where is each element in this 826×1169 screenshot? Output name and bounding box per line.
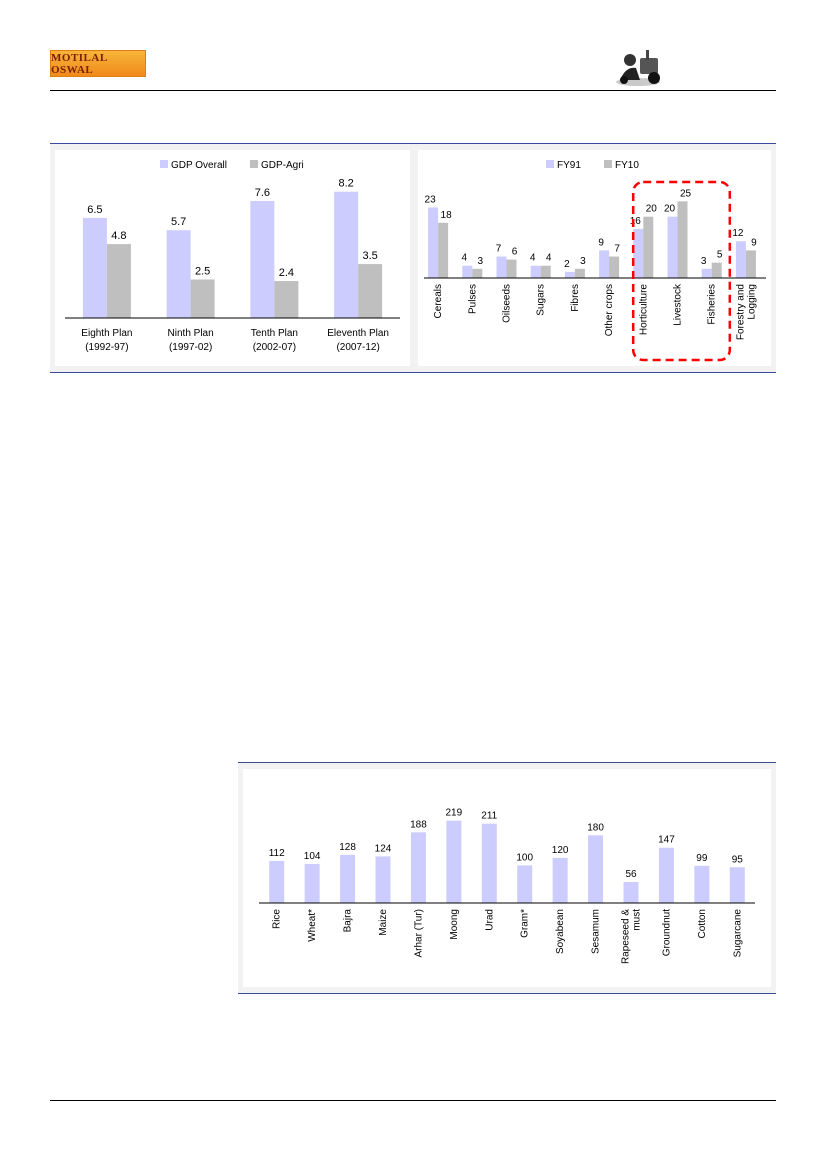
bar: [250, 201, 274, 318]
bar: [446, 821, 461, 903]
data-label: 4: [529, 252, 536, 264]
data-label: 128: [339, 841, 356, 853]
data-label: 5.7: [170, 216, 187, 229]
category-label: Soyabean: [555, 909, 567, 955]
legend-swatch: [250, 160, 258, 168]
data-label: 124: [374, 843, 392, 855]
category-label: must: [631, 909, 643, 931]
bar: [633, 229, 643, 278]
category-label: Maize: [378, 909, 389, 936]
data-label: 180: [587, 822, 604, 834]
bar: [472, 269, 482, 278]
category-label: Eleventh Plan: [327, 328, 389, 339]
bar: [517, 865, 532, 903]
data-label: 7: [614, 243, 620, 255]
category-label: Horticulture: [638, 284, 650, 336]
footer-rule: [50, 1100, 776, 1101]
data-label: 20: [645, 203, 657, 215]
bar: [358, 264, 382, 318]
bar: [497, 257, 507, 278]
bar: [340, 855, 355, 903]
category-label: Sugarcane: [732, 909, 744, 958]
data-label: 95: [731, 854, 743, 866]
legend-swatch: [546, 160, 554, 168]
category-label: (2002-07): [252, 342, 297, 353]
category-label: Bajra: [342, 909, 354, 933]
bar: [167, 230, 191, 318]
bar: [531, 266, 541, 278]
bar: [712, 263, 722, 278]
bar: [553, 858, 568, 903]
category-label: Gram*: [519, 909, 531, 938]
category-label: Cotton: [696, 909, 708, 939]
bar: [376, 856, 391, 903]
bar: [746, 250, 756, 278]
bar: [482, 824, 497, 903]
legend-swatch: [160, 160, 168, 168]
category-label: Moong: [448, 909, 460, 940]
brand-logo: [50, 50, 146, 77]
bar: [659, 848, 674, 903]
legend-label: GDP-Agri: [261, 160, 304, 171]
bar: [565, 272, 575, 278]
bar: [678, 201, 688, 278]
category-label: Eighth Plan: [81, 328, 133, 339]
bar: [428, 207, 438, 278]
bar: [269, 861, 284, 903]
bar: [507, 260, 517, 278]
data-label: 2.5: [194, 265, 211, 278]
data-label: 9: [751, 237, 757, 249]
data-label: 120: [551, 844, 569, 856]
category-label: Other crops: [604, 284, 616, 337]
category-label: Rapeseed &: [620, 909, 632, 965]
category-label: Forestry and: [735, 284, 747, 341]
data-label: 4.8: [111, 230, 127, 243]
plot-background: [243, 769, 771, 987]
bar: [438, 223, 448, 278]
category-label: Rice: [271, 909, 283, 930]
bar: [411, 832, 426, 903]
data-label: 100: [516, 852, 534, 864]
bar: [668, 217, 678, 278]
category-label: Pulses: [467, 284, 479, 315]
bar: [588, 835, 603, 903]
data-label: 2: [564, 258, 570, 270]
data-label: 6: [511, 246, 518, 258]
data-label: 104: [303, 850, 321, 862]
data-label: 56: [625, 868, 637, 880]
chart-panel-bottom: [238, 762, 776, 994]
bar: [575, 269, 585, 278]
bar: [107, 244, 131, 318]
bar: [736, 241, 746, 278]
data-label: 23: [424, 194, 436, 206]
bar: [462, 266, 472, 278]
data-label: 12: [732, 228, 744, 240]
category-label: Cereals: [433, 284, 445, 319]
category-label: (1992-97): [85, 342, 129, 353]
legend-swatch: [604, 160, 612, 168]
bar: [730, 867, 745, 903]
data-label: 18: [440, 209, 452, 221]
category-label: Sugars: [535, 284, 547, 316]
category-label: Groundnut: [661, 909, 673, 957]
bar: [334, 192, 358, 318]
data-label: 4: [461, 252, 468, 264]
logo-text: MOTILAL OSWAL: [51, 51, 108, 76]
data-label: 99: [696, 852, 708, 864]
category-label: Wheat*: [307, 909, 319, 942]
header-rule: [50, 90, 776, 91]
data-label: 112: [268, 847, 285, 859]
bar: [702, 269, 712, 278]
bar: [83, 218, 107, 318]
category-label: Fibres: [569, 284, 581, 312]
farmer-illustration-icon: [610, 44, 666, 88]
category-label: Logging: [746, 284, 758, 320]
category-label: Sesamum: [590, 909, 602, 955]
data-label: 16: [629, 215, 641, 227]
chart-panel-top: [50, 143, 776, 373]
bar: [541, 266, 551, 278]
bar: [274, 281, 298, 318]
agri-composition-chart: [418, 150, 771, 366]
bar: [305, 864, 320, 903]
bar: [191, 280, 215, 319]
data-label: 5: [716, 249, 723, 261]
data-label: 2.4: [278, 267, 295, 280]
data-label: 3: [700, 255, 707, 267]
data-label: 8.2: [338, 177, 354, 190]
data-label: 211: [481, 810, 498, 822]
data-label: 25: [679, 188, 692, 200]
data-label: 6.5: [87, 203, 103, 216]
legend-label: FY91: [557, 160, 581, 171]
category-label: (2007-12): [336, 342, 380, 353]
bar: [694, 866, 709, 903]
legend-label: GDP Overall: [171, 160, 227, 171]
bar: [624, 882, 639, 903]
category-label: Tenth Plan: [250, 328, 299, 339]
data-label: 7.6: [254, 186, 271, 199]
bar: [609, 257, 619, 278]
bar: [599, 250, 609, 278]
bar: [643, 217, 653, 278]
data-label: 3.5: [362, 250, 378, 263]
data-label: 7: [495, 243, 502, 255]
data-label: 20: [663, 203, 676, 215]
category-label: Livestock: [672, 284, 684, 326]
category-label: Fisheries: [706, 284, 718, 325]
msp-increase-chart: [243, 769, 771, 987]
legend-label: FY10: [615, 160, 639, 171]
data-label: 147: [658, 834, 675, 846]
data-label: 3: [477, 255, 484, 267]
category-label: Urad: [484, 909, 496, 931]
data-label: 9: [598, 237, 604, 249]
data-label: 4: [545, 252, 552, 264]
category-label: Oilseeds: [501, 284, 513, 323]
category-label: Arhar (Tur): [413, 909, 425, 958]
data-label: 3: [580, 255, 586, 267]
data-label: 219: [445, 807, 463, 819]
data-label: 188: [410, 819, 427, 831]
category-label: (1997-02): [168, 342, 213, 353]
category-label: Ninth Plan: [167, 328, 214, 339]
gdp-growth-chart: [55, 150, 410, 366]
